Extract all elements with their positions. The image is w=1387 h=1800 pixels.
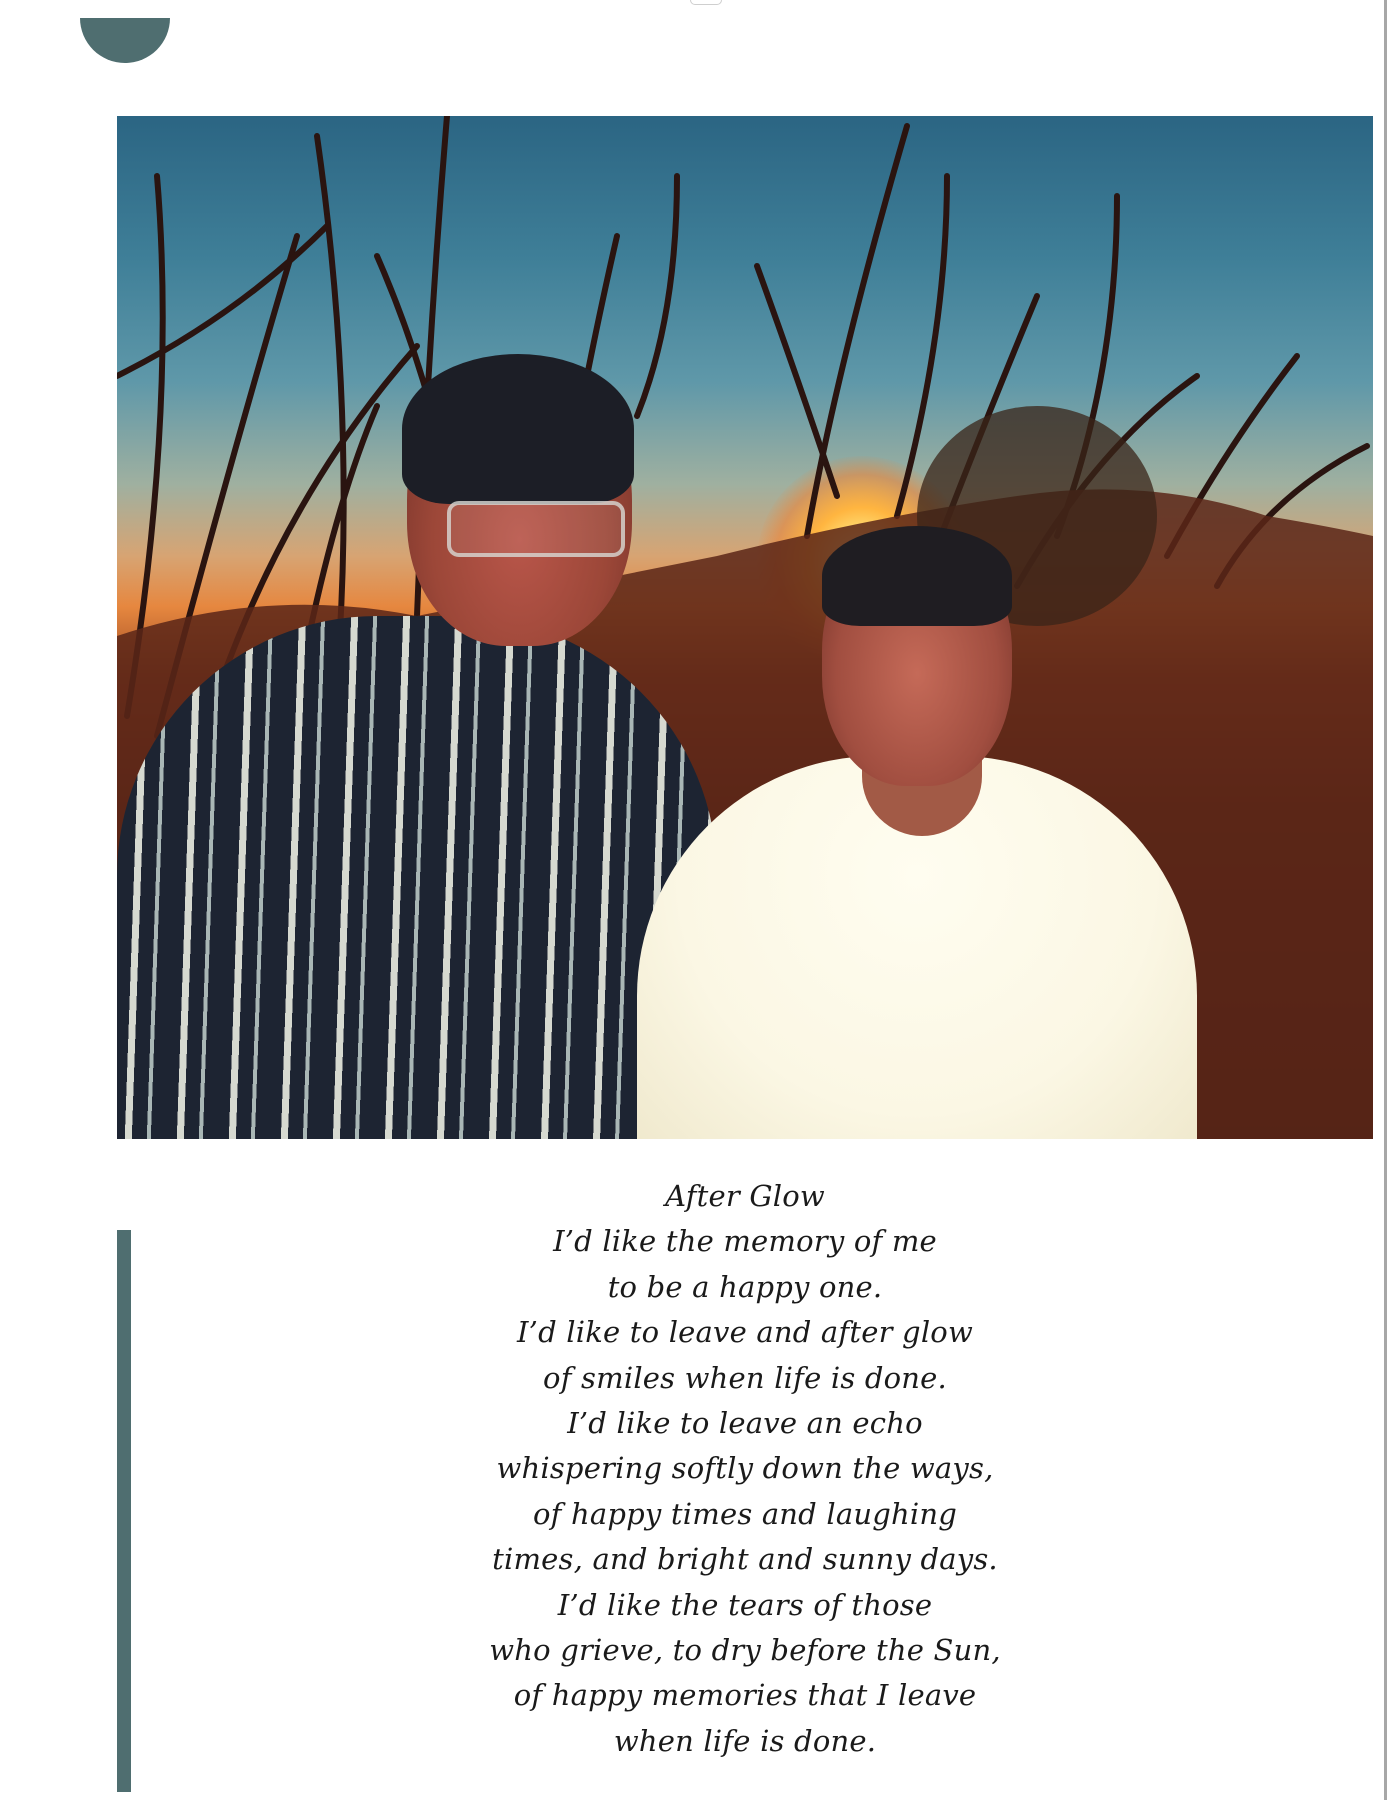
poem-line: whispering softly down the ways, xyxy=(496,1451,994,1486)
poem-line: to be a happy one. xyxy=(607,1269,883,1304)
poem-line: I’d like to leave an echo xyxy=(567,1406,923,1441)
person-right-hair xyxy=(822,526,1012,626)
decorative-vertical-bar xyxy=(117,1230,131,1792)
poem-line: of happy times and laughing xyxy=(533,1496,957,1531)
poem-line: I’d like the tears of those xyxy=(557,1587,933,1622)
poem xyxy=(345,1174,1145,1764)
person-left-shirt xyxy=(117,616,717,1139)
poem-title: After Glow xyxy=(665,1179,825,1213)
memorial-photo xyxy=(117,116,1373,1139)
person-left-hair xyxy=(402,354,634,504)
poem-line: when life is done. xyxy=(613,1723,877,1758)
poem-line: of smiles when life is done. xyxy=(543,1360,947,1395)
glasses-icon xyxy=(447,501,625,557)
poem-line: of happy memories that I leave xyxy=(513,1678,977,1713)
decorative-top-mark xyxy=(690,0,722,5)
poem-line: times, and bright and sunny days. xyxy=(492,1542,998,1577)
poem-line: I’d like the memory of me xyxy=(553,1224,937,1259)
poem-line: who grieve, to dry before the Sun, xyxy=(489,1633,1001,1668)
decorative-semicircle xyxy=(80,18,170,63)
poem-line: I’d like to leave and after glow xyxy=(517,1315,973,1350)
